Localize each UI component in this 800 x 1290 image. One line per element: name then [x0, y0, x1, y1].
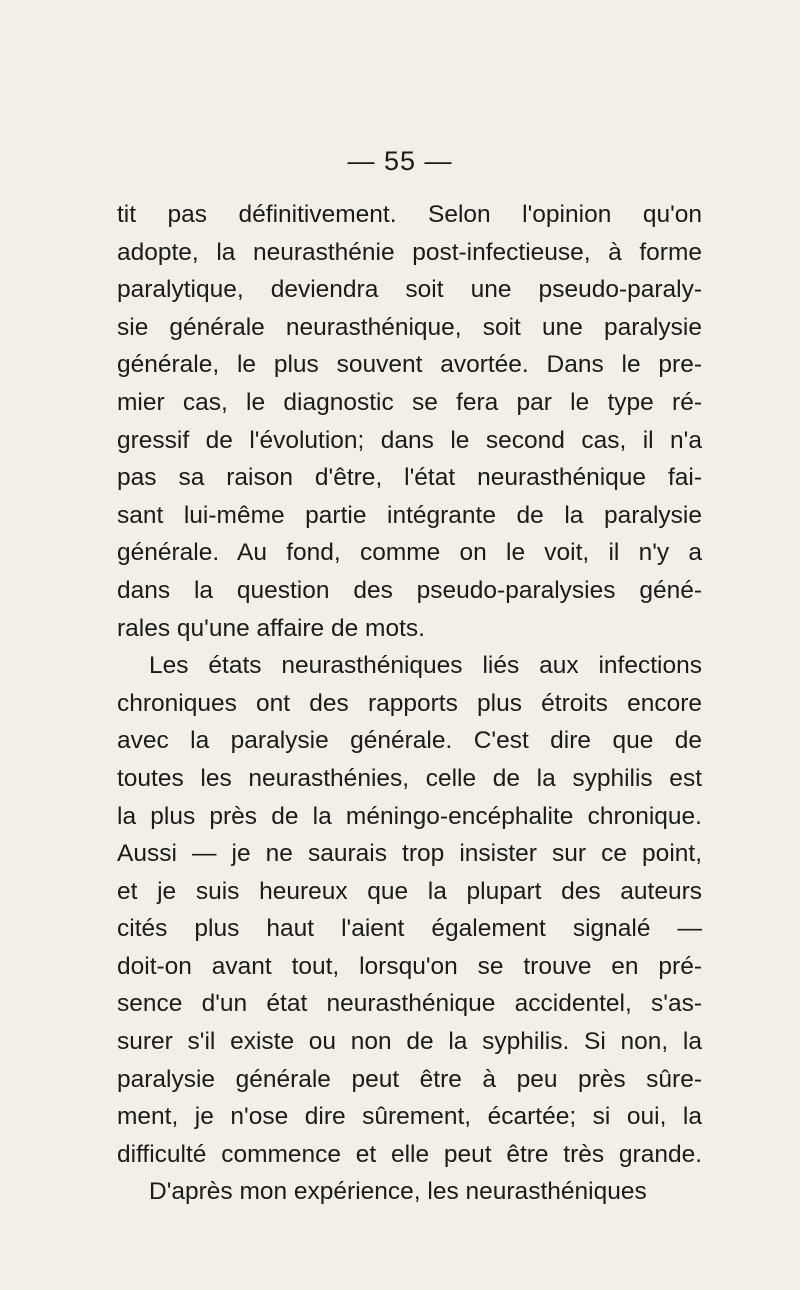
text-line: sence d'un état neurasthénique accidentel, s'as-	[117, 990, 702, 1018]
text-line: D'après mon expérience, les neurasthéniques	[149, 1178, 647, 1206]
text-line: rales qu'une affaire de mots.	[117, 614, 425, 642]
text-line: paralytique, deviendra soit une pseudo-paraly-	[117, 276, 702, 304]
text-line: cités plus haut l'aient également signalé —	[117, 915, 702, 943]
text-line: Les états neurasthéniques liés aux infections	[149, 652, 702, 680]
text-line: sie générale neurasthénique, soit une paralysie	[117, 313, 702, 341]
text-line: chroniques ont des rapports plus étroits encore	[117, 689, 702, 717]
text-line: avec la paralysie générale. C'est dire que de	[117, 727, 702, 755]
text-line: gressif de l'évolution; dans le second cas, il n'a	[117, 426, 702, 454]
text-line: sant lui-même partie intégrante de la paralysie	[117, 501, 702, 529]
text-line: doit-on avant tout, lorsqu'on se trouve en pré-	[117, 952, 702, 980]
text-line: paralysie générale peut être à peu près sûre-	[117, 1065, 702, 1093]
body-text	[117, 196, 702, 1211]
text-line: surer s'il existe ou non de la syphilis. Si non, la	[117, 1028, 702, 1056]
text-line: et je suis heureux que la plupart des auteurs	[117, 877, 702, 905]
text-line: adopte, la neurasthénie post-infectieuse, à forme	[117, 238, 702, 266]
text-line: ment, je n'ose dire sûrement, écartée; si oui, la	[117, 1103, 702, 1131]
text-line: mier cas, le diagnostic se fera par le type ré-	[117, 388, 702, 416]
text-line: dans la question des pseudo-paralysies géné-	[117, 576, 702, 604]
text-line: toutes les neurasthénies, celle de la syphilis est	[117, 764, 702, 792]
text-line: Aussi — je ne saurais trop insister sur ce point,	[117, 840, 702, 868]
page-number: — 55 —	[347, 146, 453, 176]
text-line: pas sa raison d'être, l'état neurasthénique fai-	[117, 464, 702, 492]
text-line: générale, le plus souvent avortée. Dans le pre-	[117, 351, 702, 379]
text-line: difficulté commence et elle peut être très grande.	[117, 1140, 702, 1168]
text-line: tit pas définitivement. Selon l'opinion qu'on	[117, 201, 702, 228]
text-line: générale. Au fond, comme on le voit, il n'y a	[117, 539, 702, 567]
text-line: la plus près de la méningo-encéphalite chronique.	[117, 802, 702, 830]
